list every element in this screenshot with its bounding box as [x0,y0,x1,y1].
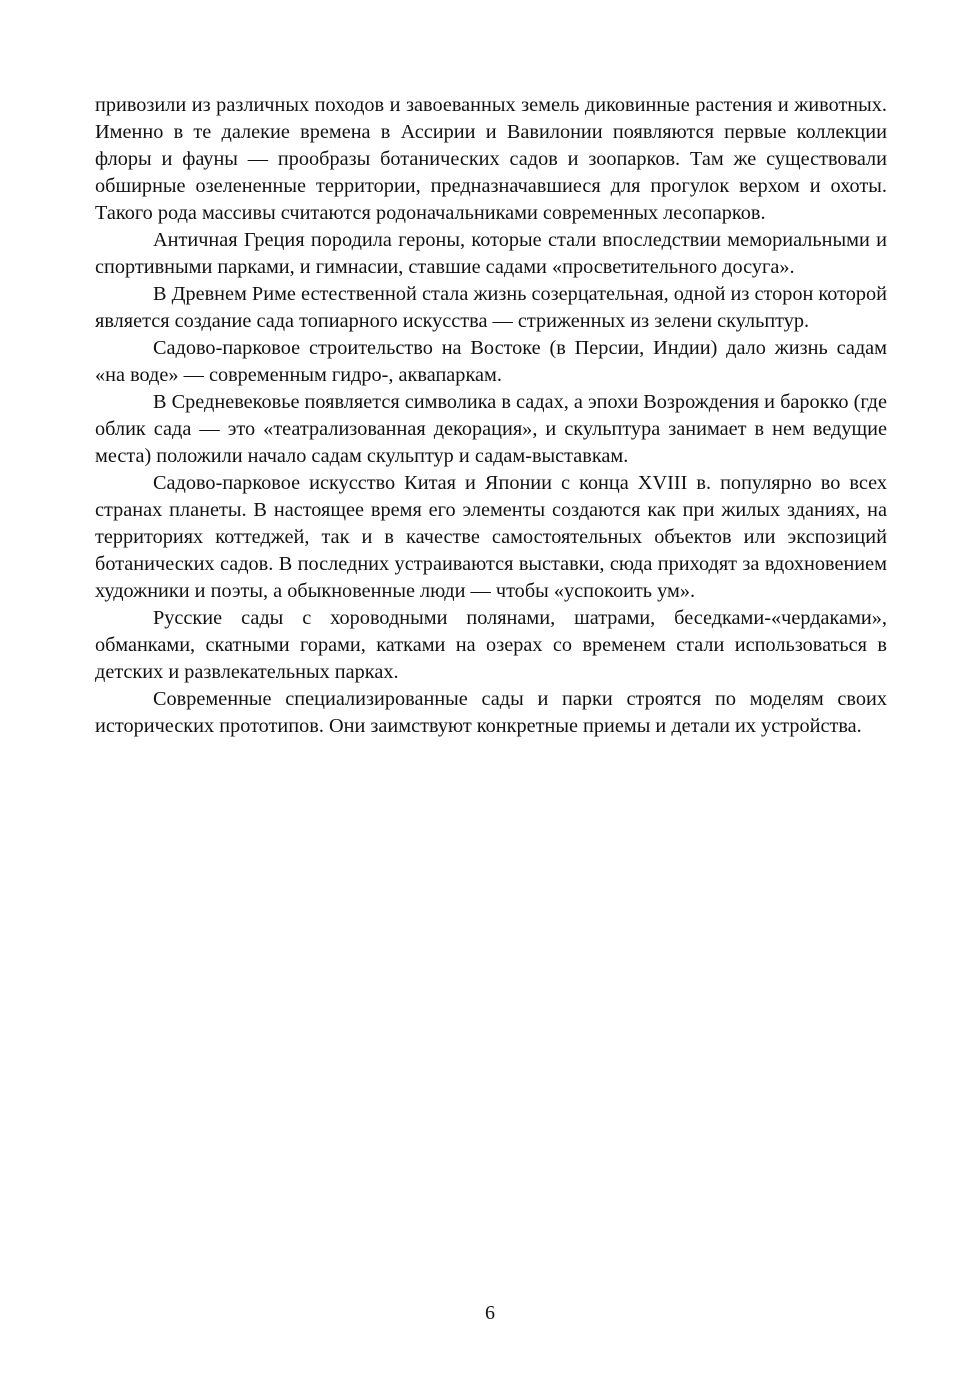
paragraph: привозили из различных походов и завоеванных земель диковинные растения и животных. Именно в те далекие времена в Ассирии и Вавилонии появляются первые коллекции флоры и фауны — прообразы ботанических садов и зоопарков. Там же существовали обширные озелененные территории, предназначавшиеся для прогулок верхом и охоты. Такого рода массивы считаются родоначальниками современных лесопарков. [95,94,887,224]
paragraph: Русские сады с хороводными полянами, шатрами, беседками-«чердаками», обманками, скатными горами, катками на озерах со временем стали использоваться в детских и развлекательных парках. [95,607,887,683]
paragraph: Садово-парковое искусство Китая и Японии с конца XVIII в. популярно во всех странах планеты. В настоящее время его элементы создаются как при жилых зданиях, на территориях коттеджей, так и в качестве самостоятельных объектов или экспозиций ботанических садов. В последних устраиваются выставки, сюда приходят за вдохновением художники и поэты, а обыкновенные люди — чтобы «успокоить ум». [95,472,887,602]
paragraph: В Древнем Риме естественной стала жизнь созерцательная, одной из сторон которой является создание сада топиарного искусства — стриженных из зелени скульптур. [95,283,887,332]
paragraph: Античная Греция породила героны, которые стали впоследствии мемориальными и спортивными парками, и гимнасии, ставшие садами «просветительного досуга». [95,229,887,278]
page-number: 6 [485,1302,495,1324]
paragraph: В Средневековье появляется символика в садах, а эпохи Возрождения и барокко (где облик сада — это «театрализованная декорация», и скульптура занимает в нем ведущие места) положили начало садам скульптур и садам-выставкам. [95,391,887,467]
paragraph: Современные специализированные сады и парки строятся по моделям своих исторических прототипов. Они заимствуют конкретные приемы и детали их устройства. [95,688,887,737]
paragraph: Садово-парковое строительство на Востоке (в Персии, Индии) дало жизнь садам «на воде» — современным гидро-, аквапаркам. [95,337,887,386]
page-body [95,92,887,740]
